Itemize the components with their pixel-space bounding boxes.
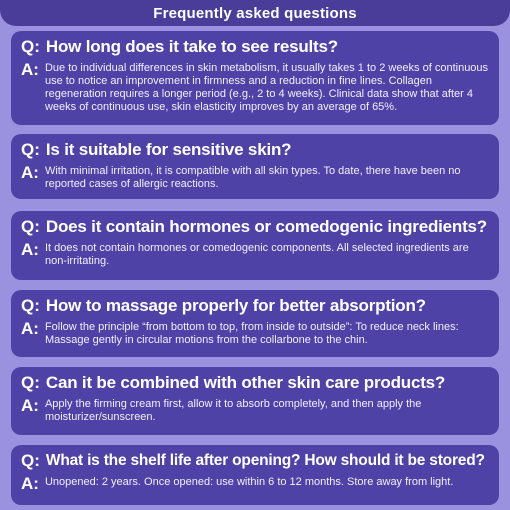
question-text: What is the shelf life after opening? How should it be stored? [45, 452, 485, 469]
question-text: How long does it take to see results? [45, 37, 338, 56]
question-label: Q: [21, 37, 40, 56]
question-label: Q: [21, 217, 40, 236]
faq-card-1 [11, 31, 499, 125]
faq-card-2 [11, 134, 499, 199]
answer-text: Follow the principle “from bottom to top, from inside to outside”: To reduce neck lines: Massage gently in circular motions from the collarbone to the chin. [44, 321, 459, 346]
question-text: How to massage properly for better absorption? [45, 296, 426, 315]
faq-card-6 [11, 445, 499, 505]
answer-text: Apply the firming cream first, allow it to absorb completely, and then apply the moisturizer/sunscreen. [44, 398, 422, 423]
page-title: Frequently asked questions [153, 4, 357, 22]
faq-card-5 [11, 367, 499, 435]
answer-label: A: [21, 60, 39, 79]
answer-label: A: [21, 163, 39, 182]
answer-label: A: [21, 474, 39, 493]
faq-card-4 [11, 290, 499, 357]
faq-header [0, 0, 510, 26]
question-row [21, 373, 491, 393]
answer-label: A: [21, 319, 39, 338]
question-text: Is it suitable for sensitive skin? [45, 140, 292, 159]
question-row [21, 296, 491, 316]
answer-row [21, 61, 491, 114]
question-label: Q: [21, 373, 40, 392]
question-label: Q: [21, 451, 40, 470]
answer-text: With minimal irritation, it is compatible with all skin types. To date, there have been no reported cases of allergic reactions. [44, 165, 461, 190]
question-label: Q: [21, 296, 40, 315]
answer-row [21, 320, 491, 347]
question-row [21, 140, 491, 160]
question-label: Q: [21, 140, 40, 159]
answer-label: A: [21, 396, 39, 415]
answer-text: It does not contain hormones or comedogenic components. All selected ingredients are non-irritating. [44, 242, 469, 267]
answer-row [21, 164, 491, 191]
question-text: Can it be combined with other skin care products? [45, 373, 446, 392]
question-row [21, 451, 491, 471]
question-row [21, 37, 491, 57]
answer-label: A: [21, 240, 39, 259]
answer-text: Due to individual differences in skin metabolism, it usually takes 1 to 2 weeks of continuous use to notice an improvement in firmness and a reduction in fine lines. Collagen regeneration requires a longer period (e.g., 2 to 4 weeks). Clinical data show that after 4 weeks of continuous use, skin elasticity improves by an average of 65%. [44, 62, 489, 113]
faq-card-3 [11, 211, 499, 280]
answer-row [21, 397, 491, 424]
question-text: Does it contain hormones or comedogenic ingredients? [45, 217, 487, 236]
answer-row [21, 241, 491, 268]
question-row [21, 217, 491, 237]
answer-text: Unopened: 2 years. Once opened: use within 6 to 12 months. Store away from light. [44, 476, 454, 488]
answer-row [21, 475, 491, 493]
